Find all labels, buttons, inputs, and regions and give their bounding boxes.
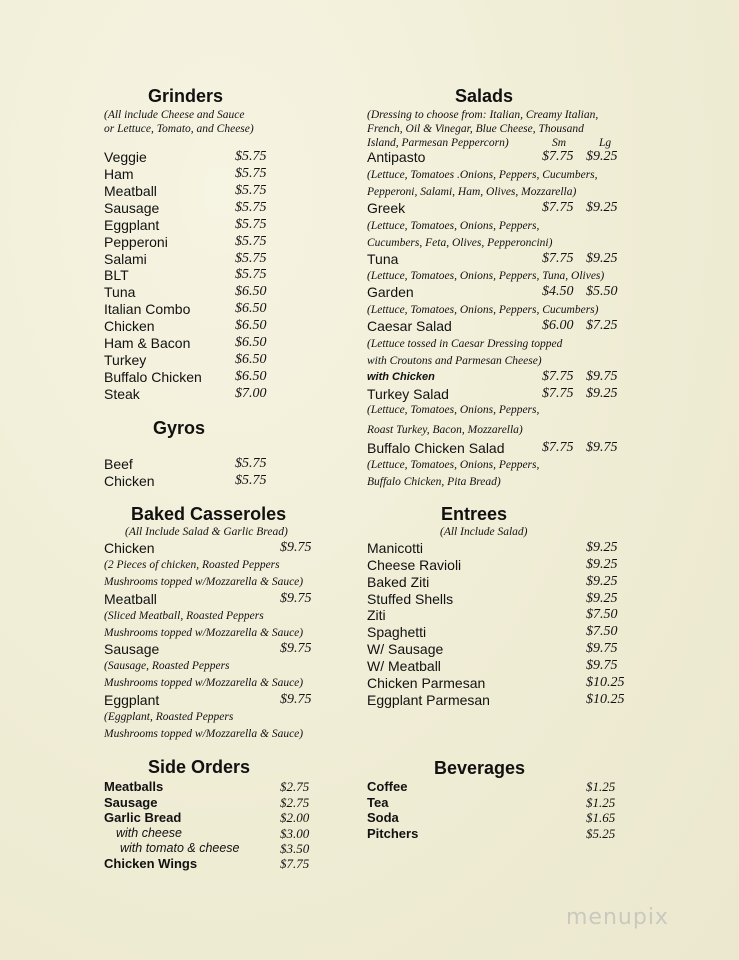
menu-item[interactable]: Greek $7.75 $9.25 <box>367 200 618 216</box>
menu-item[interactable]: Sausage $5.75 <box>104 200 267 216</box>
menu-item[interactable]: Meatball $9.75 <box>104 591 312 607</box>
menu-item[interactable]: Eggplant $9.75 <box>104 692 312 708</box>
salads-note-1: (Dressing to choose from: Italian, Creamy Italian, <box>367 109 599 121</box>
item-description: Mushrooms topped w/Mozzarella & Sauce) <box>104 728 304 740</box>
menu-item[interactable]: Beef $5.75 <box>104 456 267 472</box>
menu-item[interactable]: Garlic Bread $2.00 <box>104 810 310 825</box>
menu-item[interactable]: Sausage $9.75 <box>104 641 312 657</box>
menu-item[interactable]: Soda $1.65 <box>367 810 616 825</box>
item-description: (Sausage, Roasted Peppers <box>104 660 230 672</box>
menu-item[interactable]: Chicken $5.75 <box>104 473 267 489</box>
menu-item[interactable]: Garden $4.50 $5.50 <box>367 284 618 300</box>
item-description: with Croutons and Parmesan Cheese) <box>367 355 542 367</box>
menu-item[interactable]: Sausage $2.75 <box>104 795 310 810</box>
menu-item[interactable]: BLT $5.75 <box>104 267 267 283</box>
menu-item[interactable]: Buffalo Chicken Salad $7.75 $9.75 <box>367 440 618 456</box>
watermark: menupix <box>566 905 669 930</box>
menu-item[interactable]: Chicken $9.75 <box>104 540 312 556</box>
menu-item[interactable]: Turkey $6.50 <box>104 352 267 368</box>
menu-item[interactable]: Caesar Salad $6.00 $7.25 <box>367 318 618 334</box>
menu-item[interactable]: Meatball $5.75 <box>104 183 267 199</box>
menu-item[interactable]: Manicotti $9.25 <box>367 540 618 556</box>
menu-item[interactable]: Antipasto $7.75 $9.25 <box>367 149 618 165</box>
menu-item[interactable]: Tuna $6.50 <box>104 284 267 300</box>
menu-item[interactable]: Tea $1.25 <box>367 795 616 810</box>
item-description: (Lettuce, Tomatoes, Onions, Peppers, <box>367 404 540 416</box>
item-description: (2 Pieces of chicken, Roasted Peppers <box>104 559 280 571</box>
menu-item[interactable]: Turkey Salad $7.75 $9.25 <box>367 386 618 402</box>
menu-item[interactable]: Pepperoni $5.75 <box>104 234 267 250</box>
salads-note-2: French, Oil & Vinegar, Blue Cheese, Thousand <box>367 123 584 135</box>
item-description: (Lettuce, Tomatoes, Onions, Peppers, Cucumbers) <box>367 304 599 316</box>
menu-item[interactable]: Eggplant Parmesan $10.25 <box>367 692 625 708</box>
casseroles-title: Baked Casseroles <box>131 504 287 524</box>
item-description: Mushrooms topped w/Mozzarella & Sauce) <box>104 677 304 689</box>
menu-item[interactable]: Ziti $7.50 <box>367 607 618 623</box>
item-description: (Eggplant, Roasted Peppers <box>104 711 234 723</box>
beverages-title: Beverages <box>434 758 526 778</box>
menu-item[interactable]: Veggie $5.75 <box>104 149 267 165</box>
menu-item[interactable]: Eggplant $5.75 <box>104 217 267 233</box>
item-description: Mushrooms topped w/Mozzarella & Sauce) <box>104 627 304 639</box>
grinders-note-2: or Lettuce, Tomato, and Cheese) <box>104 123 254 135</box>
item-description: (Lettuce tossed in Caesar Dressing topped <box>367 338 563 350</box>
size-small-label: Sm <box>552 137 567 149</box>
item-description: Buffalo Chicken, Pita Bread) <box>367 476 501 488</box>
entrees-title: Entrees <box>441 504 508 524</box>
menu-item[interactable]: Cheese Ravioli $9.25 <box>367 557 618 573</box>
menu-item[interactable]: Stuffed Shells $9.25 <box>367 591 618 607</box>
menu-item[interactable]: Pitchers $5.25 <box>367 826 616 841</box>
menu-item[interactable]: Buffalo Chicken $6.50 <box>104 369 267 385</box>
menu-item[interactable]: Spaghetti $7.50 <box>367 624 618 640</box>
menu-item[interactable]: Baked Ziti $9.25 <box>367 574 618 590</box>
item-description: (Sliced Meatball, Roasted Peppers <box>104 610 264 622</box>
casseroles-note: (All Include Salad & Garlic Bread) <box>125 526 288 538</box>
item-description: Roast Turkey, Bacon, Mozzarella) <box>367 424 523 436</box>
entrees-note: (All Include Salad) <box>440 526 528 538</box>
menu-item[interactable]: Chicken Wings $7.75 <box>104 856 310 871</box>
menu-item[interactable]: Meatballs $2.75 <box>104 779 310 794</box>
menu-item[interactable]: Coffee $1.25 <box>367 779 616 794</box>
salads-note-3: Island, Parmesan Peppercorn) <box>367 137 509 149</box>
menu-item[interactable]: W/ Sausage $9.75 <box>367 641 618 657</box>
size-large-label: Lg <box>599 137 612 149</box>
menu-item[interactable]: Ham $5.75 <box>104 166 267 182</box>
item-description: Mushrooms topped w/Mozzarella & Sauce) <box>104 576 304 588</box>
menu-item[interactable]: Tuna $7.75 $9.25 <box>367 251 618 267</box>
item-description: (Lettuce, Tomatoes .Onions, Peppers, Cucumbers, <box>367 169 598 181</box>
item-description: (Lettuce, Tomatoes, Onions, Peppers, <box>367 459 540 471</box>
menu-item[interactable]: Italian Combo $6.50 <box>104 301 267 317</box>
salads-title: Salads <box>455 86 514 106</box>
menu-item[interactable]: with cheese $3.00 <box>116 826 310 841</box>
item-description: Cucumbers, Feta, Olives, Pepperoncini) <box>367 237 553 249</box>
menu-item[interactable]: with Chicken $7.75 $9.75 <box>367 369 618 384</box>
menu-item[interactable]: with tomato & cheese $3.50 <box>120 841 310 856</box>
grinders-note-1: (All include Cheese and Sauce <box>104 109 245 121</box>
item-description: (Lettuce, Tomatoes, Onions, Peppers, Tuna, Olives) <box>367 270 605 282</box>
menu-item[interactable]: Chicken $6.50 <box>104 318 267 334</box>
menu-item[interactable]: Salami $5.75 <box>104 251 267 267</box>
menu-item[interactable]: W/ Meatball $9.75 <box>367 658 618 674</box>
menu-item[interactable]: Chicken Parmesan $10.25 <box>367 675 625 691</box>
item-description: Pepperoni, Salami, Ham, Olives, Mozzarella) <box>367 186 577 198</box>
item-description: (Lettuce, Tomatoes, Onions, Peppers, <box>367 220 540 232</box>
menu-item[interactable]: Steak $7.00 <box>104 386 267 402</box>
menu-item[interactable]: Ham & Bacon $6.50 <box>104 335 267 351</box>
grinders-title: Grinders <box>148 86 224 106</box>
gyros-title: Gyros <box>153 418 206 438</box>
side-orders-title: Side Orders <box>148 757 251 777</box>
